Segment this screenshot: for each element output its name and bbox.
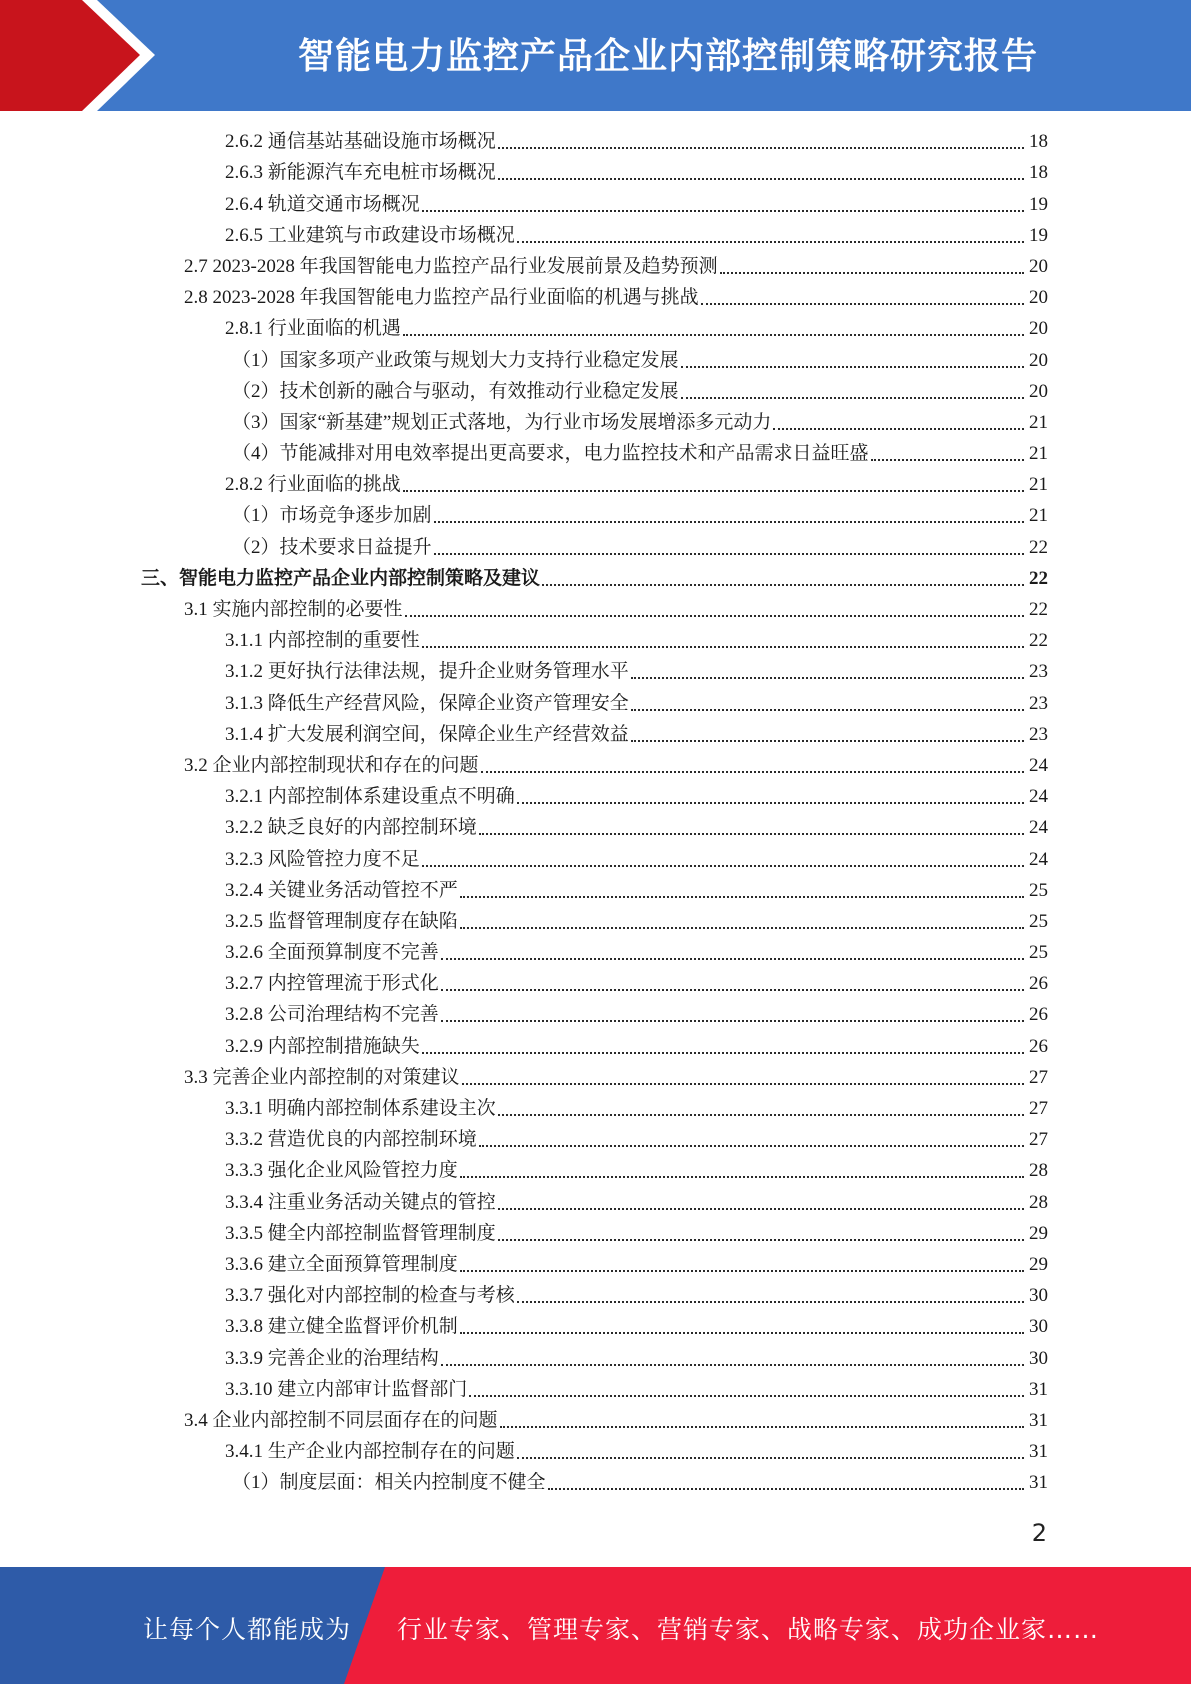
toc-entry[interactable] — [0, 1311, 1191, 1342]
toc-entry-label: 2.6.2 通信基站基础设施市场概况 — [225, 131, 496, 153]
toc-entry[interactable] — [0, 1436, 1191, 1467]
toc-entry[interactable] — [0, 344, 1191, 375]
toc-entry-label: 3.2.3 风险管控力度不足 — [225, 848, 420, 870]
toc-entry-page: 31 — [1029, 1409, 1048, 1431]
toc-entry-page: 20 — [1029, 318, 1048, 340]
dot-leader — [460, 1270, 1024, 1272]
dot-leader — [479, 833, 1024, 835]
toc-entry-label: 3.4 企业内部控制不同层面存在的问题 — [184, 1409, 498, 1431]
toc-entry-label: 3.1.4 扩大发展利润空间，保障企业生产经营效益 — [225, 723, 629, 745]
toc-entry-label: 3.1.1 内部控制的重要性 — [225, 630, 420, 652]
toc-entry-page: 23 — [1029, 692, 1048, 714]
header-banner — [0, 0, 1191, 111]
toc-entry-page: 24 — [1029, 817, 1048, 839]
toc-entry-label: 2.7 2023-2028 年我国智能电力监控产品行业发展前景及趋势预测 — [184, 255, 718, 277]
dot-leader — [441, 1020, 1024, 1022]
footer-banner — [0, 1567, 1191, 1684]
table-of-contents — [0, 126, 1191, 1498]
toc-entry[interactable] — [0, 687, 1191, 718]
toc-entry-page: 31 — [1029, 1472, 1048, 1494]
toc-entry[interactable] — [0, 1405, 1191, 1436]
toc-entry-page: 22 — [1029, 567, 1048, 589]
dot-leader — [631, 740, 1024, 742]
toc-entry[interactable] — [0, 469, 1191, 500]
toc-entry-page: 20 — [1029, 380, 1048, 402]
toc-entry-label: 3.2.6 全面预算制度不完善 — [225, 942, 439, 964]
dot-leader — [469, 1395, 1024, 1397]
toc-entry-label: 3.3.8 建立健全监督评价机制 — [225, 1316, 458, 1338]
toc-entry-page: 22 — [1029, 630, 1048, 652]
toc-entry-label: （2）技术创新的融合与驱动，有效推动行业稳定发展 — [232, 380, 679, 402]
dot-leader — [517, 1457, 1024, 1459]
toc-entry[interactable] — [0, 1374, 1191, 1405]
toc-entry-label: 3.1.3 降低生产经营风险，保障企业资产管理安全 — [225, 692, 629, 714]
toc-entry[interactable] — [0, 937, 1191, 968]
toc-entry-label: 3.2.7 内控管理流于形式化 — [225, 973, 439, 995]
dot-leader — [422, 865, 1024, 867]
toc-entry-page: 28 — [1029, 1191, 1048, 1213]
toc-entry-label: 3.3.5 健全内部控制监督管理制度 — [225, 1222, 496, 1244]
toc-entry-label: 3.2.2 缺乏良好的内部控制环境 — [225, 817, 477, 839]
dot-leader — [498, 1208, 1024, 1210]
toc-entry[interactable] — [0, 1218, 1191, 1249]
toc-entry-label: 3.1.2 更好执行法律法规，提升企业财务管理水平 — [225, 661, 629, 683]
toc-entry[interactable] — [0, 438, 1191, 469]
toc-entry-label: 2.6.5 工业建筑与市政建设市场概况 — [225, 224, 515, 246]
dot-leader — [871, 459, 1024, 461]
toc-entry[interactable] — [0, 563, 1191, 594]
toc-entry[interactable] — [0, 157, 1191, 188]
toc-entry-label: 2.8.2 行业面临的挑战 — [225, 474, 401, 496]
toc-entry[interactable] — [0, 376, 1191, 407]
toc-entry-page: 27 — [1029, 1066, 1048, 1088]
toc-entry[interactable] — [0, 1093, 1191, 1124]
toc-entry-page: 27 — [1029, 1129, 1048, 1151]
toc-entry-page: 31 — [1029, 1378, 1048, 1400]
toc-entry-label: 2.8 2023-2028 年我国智能电力监控产品行业面临的机遇与挑战 — [184, 287, 699, 309]
toc-entry[interactable] — [0, 594, 1191, 625]
dot-leader — [422, 1052, 1024, 1054]
dot-leader — [434, 553, 1024, 555]
toc-entry[interactable] — [0, 188, 1191, 219]
dot-leader — [631, 677, 1024, 679]
dot-leader — [460, 1332, 1024, 1334]
toc-entry[interactable] — [0, 1030, 1191, 1061]
toc-entry-label: 3.3 完善企业内部控制的对策建议 — [184, 1066, 460, 1088]
toc-entry-page: 30 — [1029, 1316, 1048, 1338]
toc-entry[interactable] — [0, 407, 1191, 438]
toc-entry-page: 29 — [1029, 1253, 1048, 1275]
dot-leader — [422, 210, 1024, 212]
dot-leader — [441, 1364, 1024, 1366]
toc-entry-label: （1）制度层面：相关内控制度不健全 — [232, 1472, 546, 1494]
dot-leader — [548, 1488, 1024, 1490]
toc-entry[interactable] — [0, 719, 1191, 750]
toc-entry-label: （1）国家多项产业政策与规划大力支持行业稳定发展 — [232, 349, 679, 371]
toc-entry[interactable] — [0, 220, 1191, 251]
toc-entry-page: 23 — [1029, 723, 1048, 745]
toc-entry-page: 24 — [1029, 786, 1048, 808]
toc-entry-page: 24 — [1029, 848, 1048, 870]
toc-entry[interactable] — [0, 1062, 1191, 1093]
dot-leader — [405, 615, 1024, 617]
dot-leader — [498, 147, 1024, 149]
toc-entry-label: （3）国家“新基建”规划正式落地，为行业市场发展增添多元动力 — [232, 411, 772, 433]
toc-entry[interactable] — [0, 500, 1191, 531]
footer-slogan-right: 行业专家、管理专家、营销专家、战略专家、成功企业家…… — [397, 1615, 1100, 1644]
toc-entry-page: 26 — [1029, 973, 1048, 995]
toc-entry-label: 3.3.9 完善企业的治理结构 — [225, 1347, 439, 1369]
toc-entry-page: 18 — [1029, 131, 1048, 153]
toc-entry-page: 25 — [1029, 879, 1048, 901]
toc-entry-label: （1）市场竞争逐步加剧 — [232, 505, 432, 527]
toc-entry-page: 24 — [1029, 754, 1048, 776]
dot-leader — [481, 771, 1024, 773]
toc-entry[interactable] — [0, 656, 1191, 687]
dot-leader — [517, 1301, 1024, 1303]
toc-entry[interactable] — [0, 812, 1191, 843]
toc-entry-label: 3.3.1 明确内部控制体系建设主次 — [225, 1098, 496, 1119]
dot-leader — [498, 178, 1024, 180]
toc-entry[interactable] — [0, 999, 1191, 1030]
toc-entry-page: 31 — [1029, 1441, 1048, 1463]
toc-entry-page: 21 — [1029, 443, 1048, 465]
toc-entry-label: （2）技术要求日益提升 — [232, 536, 432, 558]
toc-entry[interactable] — [0, 1155, 1191, 1186]
dot-leader — [681, 366, 1024, 368]
dot-leader — [500, 1426, 1024, 1428]
toc-entry-label: 3.3.3 强化企业风险管控力度 — [225, 1160, 458, 1182]
toc-entry-label: 3.2.4 关键业务活动管控不严 — [225, 879, 458, 901]
toc-entry[interactable] — [0, 1280, 1191, 1311]
toc-entry[interactable] — [0, 126, 1191, 157]
dot-leader — [701, 303, 1024, 305]
toc-entry-label: 3.2 企业内部控制现状和存在的问题 — [184, 754, 479, 776]
toc-entry[interactable] — [0, 1249, 1191, 1280]
dot-leader — [479, 1145, 1024, 1147]
dot-leader — [460, 896, 1024, 898]
toc-entry[interactable] — [0, 968, 1191, 999]
toc-entry-page: 30 — [1029, 1347, 1048, 1369]
toc-entry-page: 28 — [1029, 1160, 1048, 1182]
toc-entry-page: 18 — [1029, 162, 1048, 184]
dot-leader — [542, 584, 1024, 586]
toc-entry[interactable] — [0, 531, 1191, 562]
toc-entry[interactable] — [0, 875, 1191, 906]
toc-entry[interactable] — [0, 750, 1191, 781]
toc-entry-page: 22 — [1029, 536, 1048, 558]
toc-entry-label: 3.3.2 营造优良的内部控制环境 — [225, 1129, 477, 1151]
toc-entry[interactable] — [0, 1124, 1191, 1155]
toc-entry-page: 19 — [1029, 224, 1048, 246]
toc-entry[interactable] — [0, 251, 1191, 282]
dot-leader — [498, 1114, 1024, 1116]
dot-leader — [720, 272, 1024, 274]
toc-entry-page: 25 — [1029, 942, 1048, 964]
dot-leader — [631, 709, 1024, 711]
dot-leader — [460, 1176, 1024, 1178]
toc-entry[interactable] — [0, 906, 1191, 937]
dot-leader — [517, 241, 1024, 243]
dot-leader — [441, 958, 1024, 960]
toc-entry-page: 21 — [1029, 411, 1048, 433]
toc-entry-label: 2.6.3 新能源汽车充电桩市场概况 — [225, 162, 496, 184]
toc-entry-page: 19 — [1029, 193, 1048, 215]
dot-leader — [422, 646, 1024, 648]
toc-entry[interactable] — [0, 625, 1191, 656]
toc-entry-label: 3.4.1 生产企业内部控制存在的问题 — [225, 1441, 515, 1463]
toc-entry-page: 25 — [1029, 910, 1048, 932]
dot-leader — [681, 397, 1024, 399]
footer-slogan-left: 让每个人都能成为 — [143, 1615, 352, 1644]
dot-leader — [441, 989, 1024, 991]
toc-entry-label: 2.8.1 行业面临的机遇 — [225, 318, 401, 340]
toc-entry-label: 3.2.9 内部控制措施缺失 — [225, 1035, 420, 1057]
toc-entry-label: 3.3.6 建立全面预算管理制度 — [225, 1253, 458, 1275]
dot-leader — [434, 521, 1024, 523]
toc-entry-label: 3.2.5 监督管理制度存在缺陷 — [225, 910, 458, 932]
toc-entry[interactable] — [0, 843, 1191, 874]
toc-entry-page: 26 — [1029, 1004, 1048, 1026]
toc-entry-label: 3.1 实施内部控制的必要性 — [184, 599, 403, 620]
toc-entry-page: 22 — [1029, 599, 1048, 620]
toc-entry[interactable] — [0, 1467, 1191, 1498]
toc-entry-label: 3.2.1 内部控制体系建设重点不明确 — [225, 786, 515, 808]
page-number: 2 — [1031, 1519, 1047, 1547]
toc-entry-page: 20 — [1029, 255, 1048, 277]
toc-entry-label: 2.6.4 轨道交通市场概况 — [225, 193, 420, 215]
toc-entry-page: 21 — [1029, 505, 1048, 527]
toc-entry[interactable] — [0, 282, 1191, 313]
toc-entry-label: （4）节能减排对用电效率提出更高要求，电力监控技术和产品需求日益旺盛 — [232, 443, 869, 465]
toc-entry-page: 21 — [1029, 474, 1048, 496]
dot-leader — [462, 1083, 1024, 1085]
toc-entry-label: 三、智能电力监控产品企业内部控制策略及建议 — [141, 567, 541, 589]
dot-leader — [517, 802, 1024, 804]
toc-entry-label: 3.3.4 注重业务活动关键点的管控 — [225, 1191, 496, 1213]
toc-entry[interactable] — [0, 781, 1191, 812]
toc-entry-page: 30 — [1029, 1285, 1048, 1307]
toc-entry-label: 3.3.7 强化对内部控制的检查与考核 — [225, 1285, 515, 1307]
red-chevron-icon — [0, 0, 140, 111]
toc-entry-label: 3.3.10 建立内部审计监督部门 — [225, 1378, 468, 1400]
toc-entry-page: 23 — [1029, 661, 1048, 683]
dot-leader — [403, 334, 1024, 336]
toc-entry[interactable] — [0, 313, 1191, 344]
toc-entry-page: 27 — [1029, 1098, 1048, 1119]
toc-entry-page: 20 — [1029, 287, 1048, 309]
toc-entry-page: 26 — [1029, 1035, 1048, 1057]
dot-leader — [460, 927, 1024, 929]
dot-leader — [403, 490, 1024, 492]
dot-leader — [498, 1239, 1024, 1241]
toc-entry-page: 29 — [1029, 1222, 1048, 1244]
report-title: 智能电力监控产品企业内部控制策略研究报告 — [297, 36, 1038, 77]
dot-leader — [773, 428, 1024, 430]
toc-entry-page: 20 — [1029, 349, 1048, 371]
toc-entry-label: 3.2.8 公司治理结构不完善 — [225, 1004, 439, 1026]
toc-entry[interactable] — [0, 1342, 1191, 1373]
toc-entry[interactable] — [0, 1186, 1191, 1217]
